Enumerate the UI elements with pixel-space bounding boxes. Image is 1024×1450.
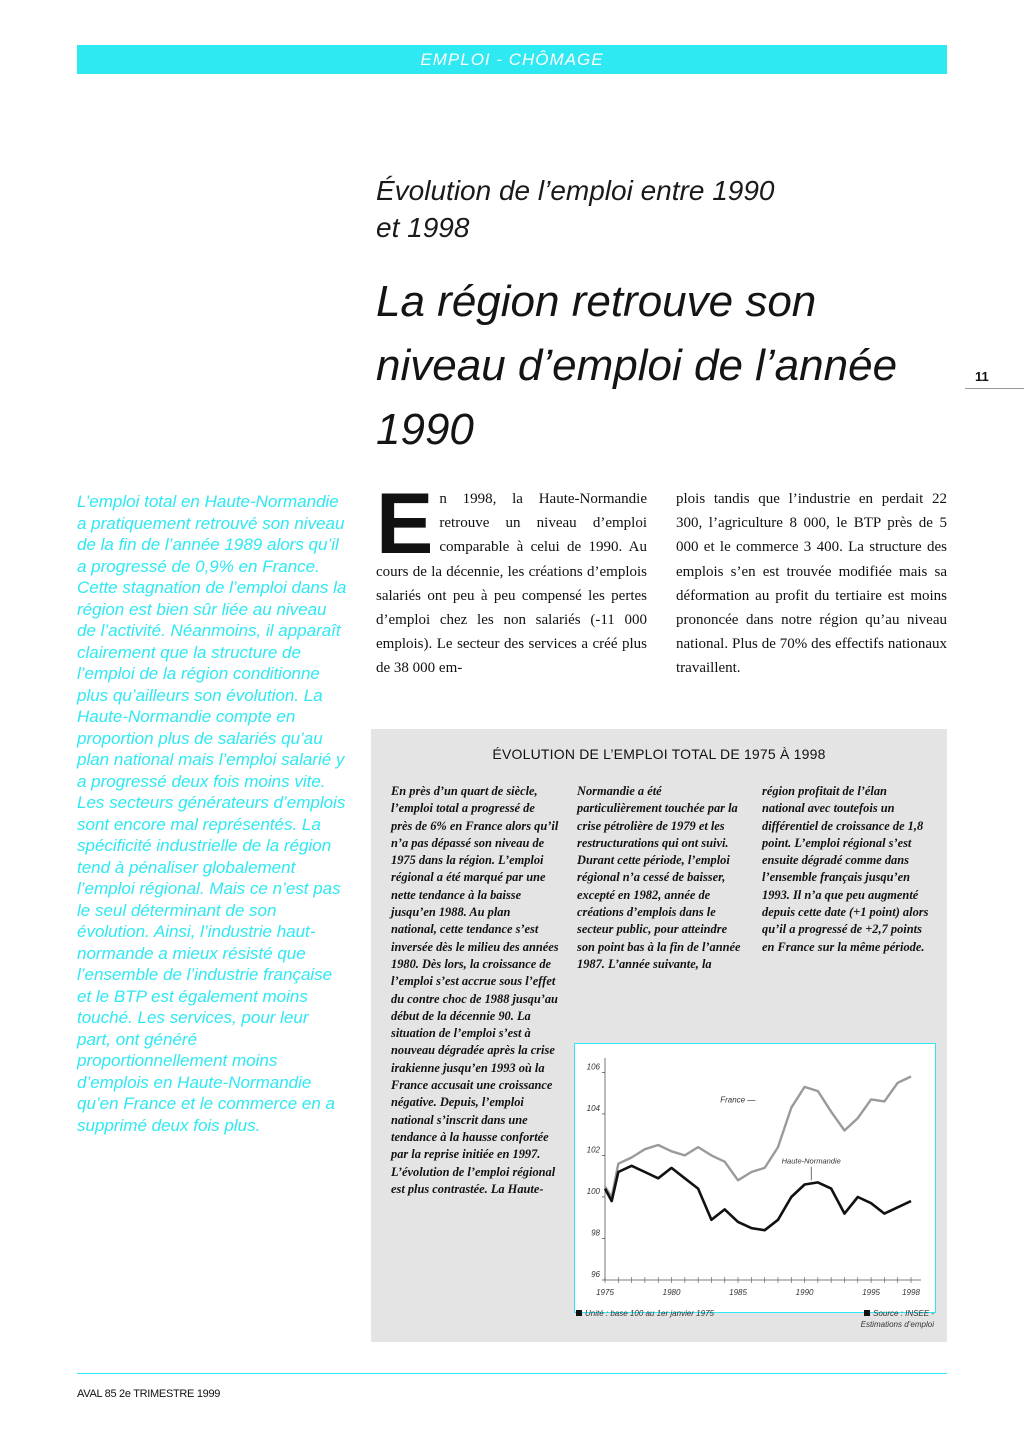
box-column-3: région profitait de l’élan national avec toutefois un différentiel de croissance de 1,8 point. L’emploi régional s’est ensuite dégradé comme dans l’ensemble français jusqu’en 1993. Il n’a que peu augmenté depuis cette date (+1 point) alors qu’il a progressé de +2,7 points en France sur la même période. (762, 784, 929, 954)
body-column-1 (376, 476, 647, 681)
x-tick-label: 1998 (902, 1288, 920, 1297)
article-headline: La région retrouve son niveau d’emploi de l’année 1990 (376, 277, 898, 454)
x-tick-label: 1985 (729, 1288, 747, 1297)
square-bullet-icon (576, 1310, 582, 1316)
series-line-haute-normandie (605, 1166, 911, 1230)
y-tick-label: 100 (586, 1186, 600, 1196)
y-tick-label: 98 (591, 1228, 600, 1238)
y-tick-label: 104 (586, 1103, 600, 1113)
y-tick-label: 96 (591, 1270, 600, 1279)
series-label-haute-normandie: Haute-Normandie (781, 1156, 841, 1166)
x-tick-label: 1990 (795, 1288, 814, 1297)
article-subtitle: Évolution de l’emploi entre 1990 et 1998 (376, 175, 775, 243)
source-note-line-1: Source : INSEE - (873, 1309, 934, 1318)
employment-chart (574, 1043, 936, 1313)
body-column-1-text: n 1998, la Haute-Normandie retrouve un niveau d’emploi comparable à celui de 1990. Au cours de la décennie, les créations d’emplois salariés ont peu à peu compensé les pertes d’emploi chez les non salariés (-11 000 emplois). Le secteur des services a créé plus de 38 000 em- (376, 491, 647, 677)
series-label-france: France — (720, 1095, 756, 1105)
footer-rule (77, 1373, 947, 1374)
sidebar-summary: L’emploi total en Haute-Normandie a pratiquement retrouvé son niveau de la fin de l’année 1989 alors qu’il a progressé de 0,9% en France. Cette stagnation de l’emploi dans la région est bien sûr liée au niveau de l’activité. Néanmoins, il apparaît clairement que la structure de l’emploi de la région conditionne plus qu’ailleurs son évolution. La Haute-Normandie compte en proportion plus de salariés qu’au plan national mais l’emploi salarié y a progressé deux fois moins vite. Les secteurs générateurs d’emplois sont encore mal représentés. La spécificité industrielle de la région tend à pénaliser globalement l’emploi régional. Mais ce n’est pas le seul déterminant de son évolution. Ainsi, l’industrie haut-normande a mieux résisté que l’ensemble de l’industrie française et le BTP est également moins touché. Les services, pour leur part, ont généré proportionnellement moins d’emplois en Haute-Normandie qu’en France et le commerce en a supprimé deux fois plus. (77, 492, 347, 1135)
box-column-2: Normandie a été particulièrement touchée par la crise pétrolière de 1979 et les restructurations qui ont suivi. Durant cette période, l’emploi régional n’a cessé de baisser, excepté en 1982, année de créations d’emplois dans le secteur public, pour atteindre son point bas à la fin de l’année 1987. L’année suivante, la (577, 784, 741, 971)
page-number: 11 (975, 369, 989, 384)
section-rubric: EMPLOI - CHÔMAGE (77, 45, 947, 74)
drop-cap: E (376, 476, 434, 572)
series-line-france (605, 1077, 911, 1198)
unit-note-text: Unité : base 100 au 1er janvier 1975 (585, 1309, 714, 1318)
source-note-line-2: Estimations d’emploi (860, 1320, 934, 1329)
chart-unit-note (576, 1308, 714, 1319)
x-tick-label: 1975 (596, 1288, 614, 1297)
chart-svg (575, 1044, 937, 1314)
y-tick-label: 106 (586, 1062, 600, 1072)
x-tick-label: 1995 (862, 1288, 880, 1297)
x-tick-label: 1980 (662, 1288, 681, 1297)
page-number-rule (965, 388, 1024, 389)
body-column-2: plois tandis que l’industrie en perdait 22 300, l’agriculture 8 000, le BTP près de 5 000 et le commerce 3 400. La structure des emplois s’en est trouvée modifiée mais sa déformation au profit du tertiaire est moins prononcée dans notre région qu’au niveau national. Plus de 70% des effectifs nationaux travaillent. (676, 491, 947, 677)
box-title: ÉVOLUTION DE L’EMPLOI TOTAL DE 1975 À 1998 (492, 746, 826, 762)
chart-source-note (771, 1308, 934, 1330)
y-tick-label: 102 (586, 1145, 600, 1155)
square-bullet-icon (864, 1310, 870, 1316)
box-column-1: En près d’un quart de siècle, l’emploi total a progressé de près de 6% en France alors qu’il n’a pas dépassé son niveau de 1975 dans la région. L’emploi régional a été marqué par une nette tendance à la baisse jusqu’en 1988. Au plan national, cette tendance s’est inversée dès le milieu des années 1980. Dès lors, la croissance de l’emploi s’est accrue sous l’effet du contre choc de 1988 jusqu’au début de la décennie 90. La situation de l’emploi s’est à nouveau dégradée après la crise irakienne jusqu’en 1993 où la France accusait une croissance négative. Depuis, l’emploi national s’inscrit dans une tendance à la hausse confortée par la reprise initiée en 1997. L’évolution de l’emploi régional est plus contrastée. La Haute- (391, 784, 559, 1196)
info-box (371, 729, 947, 1342)
footer-text: AVAL 85 2e TRIMESTRE 1999 (77, 1388, 221, 1400)
